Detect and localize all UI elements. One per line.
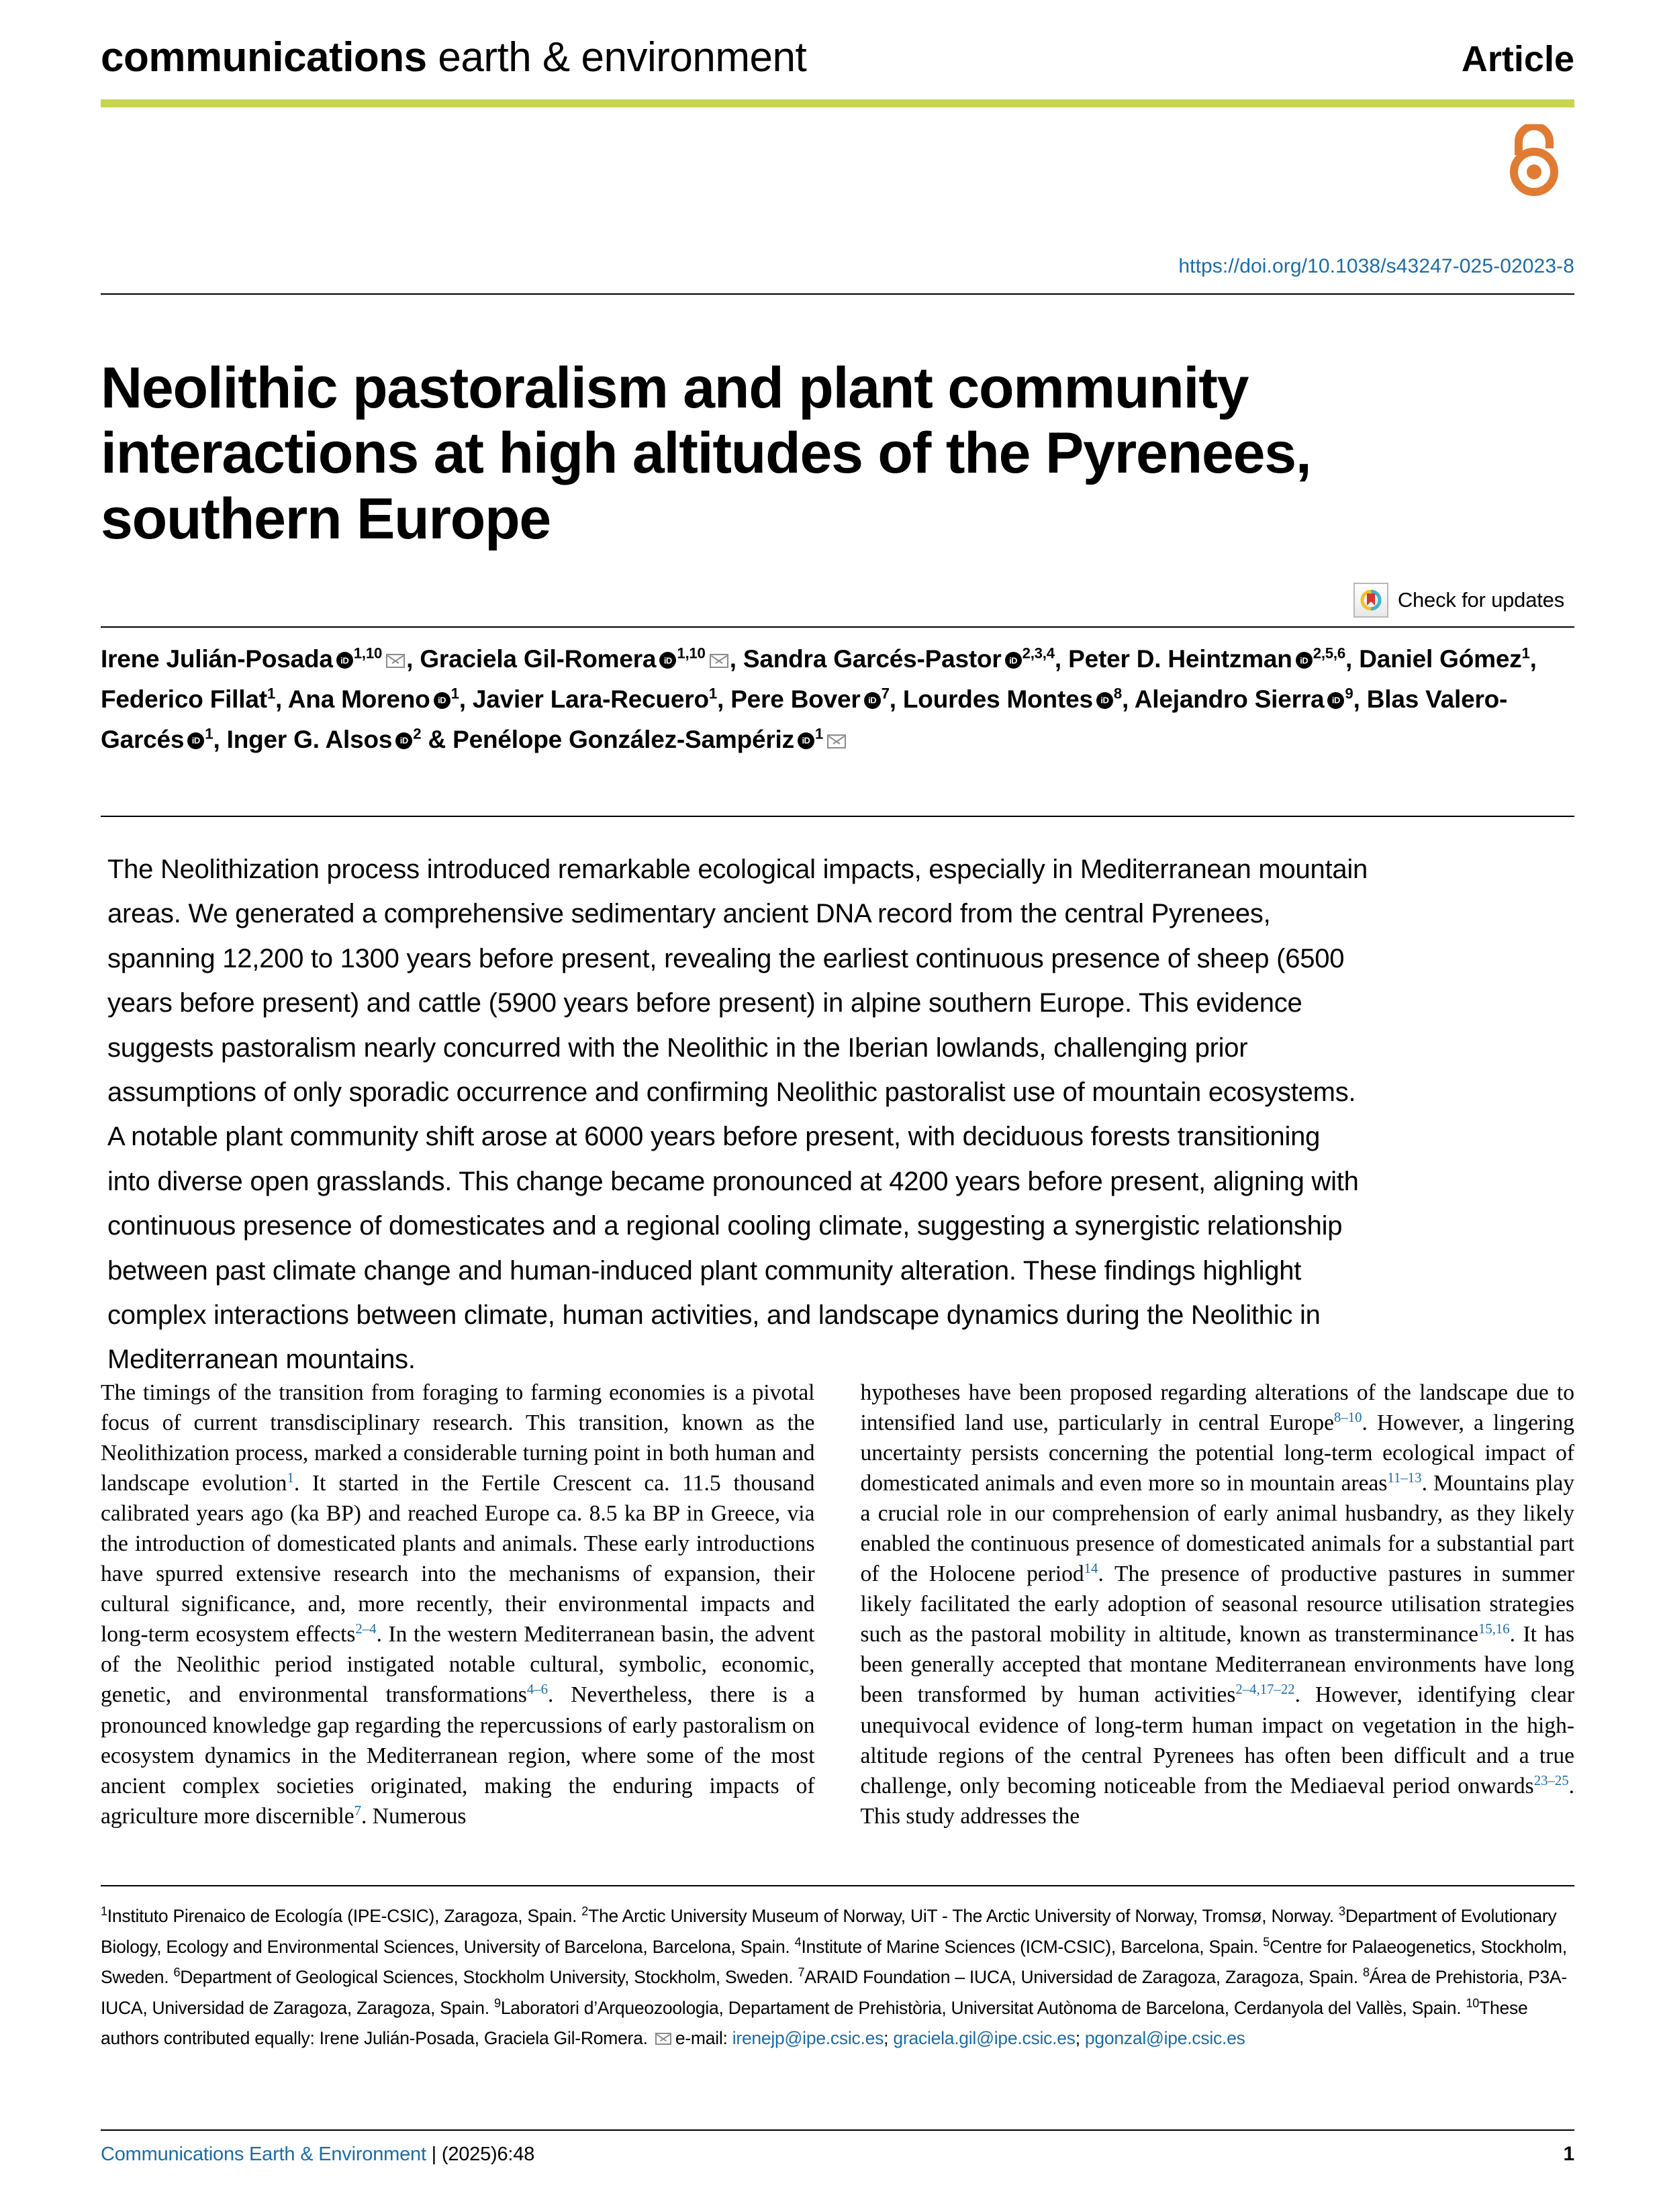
orcid-id-icon[interactable] [187, 732, 204, 749]
citation-reference[interactable]: 11–13 [1387, 1470, 1422, 1486]
doi-link[interactable]: https://doi.org/10.1038/s43247-025-02023-8 [1178, 255, 1574, 277]
authors-top-rule [101, 626, 1574, 628]
open-access-padlock-icon [1509, 124, 1559, 197]
email-link[interactable]: pgonzal@ipe.csic.es [1084, 2028, 1245, 2049]
body-text: . However, a lingering uncertainty persists concerning the potential long-term ecological impact of domesticated animals and even more so in mountain areas [860, 1410, 1574, 1496]
author-name: Blas Valero-Garcés [101, 685, 1508, 753]
author-affiliation-marker: 2 [413, 725, 422, 742]
author-affiliation-marker: 1 [708, 685, 718, 702]
orcid-id-icon[interactable] [395, 732, 412, 749]
affiliation-text: Institute of Marine Sciences (ICM-CSIC), Barcelona, Spain. [801, 1936, 1264, 1957]
author-affiliation-marker: 1 [205, 725, 213, 742]
author-affiliation-marker: 1 [450, 685, 459, 702]
email-label: e-mail: [675, 2028, 732, 2049]
body-text: . The presence of productive pastures in summer likely facilitated the early adoption of seasonal resource utilisation strategies such as the pastoral mobility in altitude, known as transterminance [860, 1561, 1574, 1647]
footer-top-rule [101, 2129, 1574, 2131]
affiliation-number: 7 [798, 1966, 805, 1980]
author-name: Sandra Garcés-Pastor [743, 645, 1002, 673]
affiliation-number: 6 [173, 1966, 181, 1980]
citation-reference[interactable]: 2–4 [355, 1621, 377, 1637]
author-name: Lourdes Montes [902, 685, 1093, 713]
body-text: . It has been generally accepted that montane Mediterranean environments have long been transformed by human activities [860, 1622, 1574, 1708]
article-type-label: Article [1461, 39, 1574, 79]
email-link[interactable]: irenejp@ipe.csic.es [732, 2028, 884, 2049]
journal-logo-bold: communications [101, 34, 427, 81]
page-title: Neolithic pastoralism and plant community interactions at high altitudes of the Pyrenees, southern Europe [101, 355, 1311, 551]
author-name: Javier Lara-Recuero [472, 685, 709, 713]
author-affiliation-marker: 1 [814, 725, 824, 742]
body-text: . This study addresses the [860, 1773, 1574, 1829]
author-affiliation-marker: 1 [267, 685, 275, 702]
orcid-id-icon[interactable] [434, 692, 450, 709]
author-affiliation-marker: 1 [1521, 644, 1530, 662]
title-top-rule [101, 293, 1574, 295]
author-name: Daniel Gómez [1359, 645, 1522, 673]
footer-volume: | (2025)6:48 [431, 2144, 535, 2165]
page-footer [101, 2143, 1574, 2166]
citation-reference[interactable]: 4–6 [526, 1682, 549, 1698]
orcid-id-icon[interactable] [798, 732, 814, 749]
citation-reference[interactable]: 23–25 [1533, 1772, 1569, 1788]
author-affiliation-marker: 2,5,6 [1313, 644, 1346, 662]
orcid-id-icon[interactable] [336, 652, 353, 669]
affiliation-text: Department of Evolutionary Biology, Ecology and Environmental Sciences, University of Barcelona, Barcelona, Spain. [101, 1906, 1557, 1957]
affiliation-number: 10 [1466, 1996, 1480, 2010]
citation-reference[interactable]: 15,16 [1478, 1621, 1510, 1637]
envelope-icon [655, 2033, 671, 2045]
orcid-id-icon[interactable] [864, 692, 881, 709]
affiliation-number: 1 [101, 1905, 107, 1919]
author-affiliation-marker: 2,3,4 [1022, 644, 1055, 662]
abstract-top-rule [101, 816, 1574, 817]
affiliation-text: Centre for Palaeogenetics, Stockholm, Sweden. [101, 1936, 1567, 1988]
author-affiliation-marker: 9 [1345, 685, 1353, 702]
citation-reference[interactable]: 14 [1084, 1561, 1098, 1577]
author-name: Pere Bover [730, 685, 861, 713]
body-text: . Mountains play a crucial role in our comprehension of early animal husbandry, as they likely enabled the continuous presence of domesticated animals for a substantial part of the Holocene period [860, 1471, 1575, 1587]
body-text: . Nevertheless, there is a pronounced knowledge gap regarding the repercussions of early pastoralism on ecosystem dynamics in the Mediterranean region, where some of the most ancient complex societies originated, making the enduring impacts of agriculture more discernible [101, 1682, 815, 1829]
page-number: 1 [1563, 2143, 1574, 2165]
footer-citation [101, 2144, 534, 2166]
affiliation-text: The Arctic University Museum of Norway, UiT - The Arctic University of Norway, Tromsø, Norway. [588, 1906, 1339, 1926]
citation-reference[interactable]: 2–4,17–22 [1235, 1682, 1295, 1698]
body-text: The timings of the transition from foraging to farming economies is a pivotal focus of current transdisciplinary research. This transition, known as the Neolithization process, marked a considerable turning point in both human and landscape evolution [101, 1380, 815, 1496]
body-column-left [101, 1378, 815, 1847]
citation-reference[interactable]: 8–10 [1333, 1409, 1362, 1425]
journal-logo-regular: earth & environment [426, 34, 807, 81]
body-text: . Numerous [361, 1803, 467, 1829]
body-text: . However, identifying clear unequivocal evidence of long-term human impact on vegetation in the high-altitude regions of the central Pyrenees has often been difficult and a true challenge, only becoming noticeable from the Mediaeval period onwards [860, 1682, 1575, 1798]
author-name: Penélope González-Sampériz [453, 725, 794, 753]
body-text: . It started in the Fertile Crescent ca. 11.5 thousand calibrated years ago (ka BP) and reached Europe ca. 8.5 ka BP in Greece, via the introduction of domesticated plants and animals. These early introductions have spurred extensive research into the mechanisms of expansion, their cultural significance, and, more recently, their environmental impacts and long-term ecosystem effects [101, 1471, 815, 1647]
envelope-icon[interactable] [386, 654, 405, 668]
author-name: Federico Fillat [101, 685, 267, 713]
envelope-icon[interactable] [827, 734, 846, 749]
affiliation-number: 4 [794, 1935, 802, 1949]
affiliation-text: ARAID Foundation – IUCA, Universidad de Zaragoza, Zaragoza, Spain. [804, 1967, 1363, 1988]
author-name: Ana Moreno [287, 685, 430, 713]
journal-logo [101, 34, 807, 81]
body-text: hypotheses have been proposed regarding alterations of the landscape due to intensified land use, particularly in central Europe [860, 1380, 1574, 1436]
citation-reference[interactable]: 1 [287, 1470, 294, 1486]
author-name: Peter D. Heintzman [1068, 645, 1292, 673]
footer-journal-name[interactable]: Communications Earth & Environment [101, 2144, 426, 2165]
orcid-id-icon[interactable] [1327, 692, 1344, 709]
crossmark-icon [1353, 583, 1388, 618]
author-list: Irene Julián-Posada iD $^{1,10}$ , Graciela Gil-Romera iD $^{1,10}$ , Sandra Garcés-Pastor iD $^{2,3,4}$, Peter D. Heintzman iD $^{2,5,6}$, Daniel Gómez$^1$, Federico Fillat$^1$, Ana Moreno iD $^1$, Javier Lara-Recuero$^1$, Pere Bover iD $^7$, Lourdes Montes iD $^8$, Alejandro Sierra iD $^9$, Blas Valero-Garcés iD $^1$, Inger G. Alsos iD $^2$ & Penélope González-Sampériz iD $^1$ [101, 639, 1551, 760]
body-columns [101, 1378, 1574, 1847]
affiliations-block: $^1$Instituto Pirenaico de Ecología (IPE-CSIC), Zaragoza, Spain. $^2$The Arctic University Museum of Norway, UiT - The Arctic University of Norway, Tromsø, Norway. $^3$Department of Evolutionary Biology, Ecology and Environmental Sciences, University of Barcelona, Barcelona, Spain. $^4$Institute of Marine Sciences (ICM-CSIC), Barcelona, Spain. $^5$Centre for Palaeogenetics, Stockholm, Sweden. $^6$Department of Geological Sciences, Stockholm University, Stockholm, Sweden. $^7$ARAID Foundation – IUCA, Universidad de Zaragoza, Zaragoza, Spain. $^8$Área de Prehistoria, P3A- IUCA, Universidad de Zaragoza, Zaragoza, Spain. $^9$Laboratori d’Arqueozoologia, Departament de Prehistòria, Universitat Autònoma de Barcelona, Cerdanyola del Vallès, Spain. $^{10}$These authors contributed equally: Irene Julián-Posada, Graciela Gil-Romera. e-mail: irenejp@ipe.csic.es; graciela.gil@ipe.csic.es; pgonzal@ipe.csic.es [101, 1905, 1567, 2049]
crossmark-badge[interactable] [1353, 583, 1564, 618]
affiliation-text: These authors contributed equally: Irene Julián-Posada, Graciela Gil-Romera. [101, 1997, 1528, 2049]
affiliation-number: 5 [1263, 1935, 1270, 1949]
orcid-id-icon[interactable] [1005, 652, 1022, 669]
citation-reference[interactable]: 7 [354, 1802, 362, 1819]
affiliation-number: 9 [494, 1996, 501, 2010]
author-affiliation-marker: 1,10 [353, 644, 383, 662]
affiliation-text: Instituto Pirenaico de Ecología (IPE-CSIC), Zaragoza, Spain. [107, 1906, 582, 1926]
affiliation-number: 2 [581, 1905, 589, 1919]
author-name: Inger G. Alsos [226, 725, 393, 753]
author-affiliation-marker: 1,10 [677, 644, 706, 662]
author-name: Alejandro Sierra [1134, 685, 1325, 713]
body-column-right [861, 1378, 1575, 1847]
affiliation-text: Laboratori d’Arqueozoologia, Departament de Prehistòria, Universitat Autònoma de Barcelona, Cerdanyola del Vallès, Spain. [500, 1997, 1466, 2018]
affiliation-number: 3 [1339, 1905, 1345, 1919]
affiliation-number: 8 [1362, 1966, 1370, 1980]
affiliation-text: Área de Prehistoria, P3A- IUCA, Universidad de Zaragoza, Zaragoza, Spain. [101, 1967, 1567, 2018]
orcid-id-icon[interactable] [1096, 692, 1113, 709]
affiliation-text: Department of Geological Sciences, Stockholm University, Stockholm, Sweden. [180, 1967, 798, 1988]
body-text: . In the western Mediterranean basin, the advent of the Neolithic period instigated notable cultural, symbolic, economic, genetic, and environmental transformations [101, 1622, 815, 1708]
footnote-top-rule [101, 1885, 1574, 1886]
abstract-text: The Neolithization process introduced remarkable ecological impacts, especially in Mediterranean mountain areas. We generated a comprehensive sedimentary ancient DNA record from the central Pyrenees, spanning 12,200 to 1300 years before present, revealing the earliest continuous presence of sheep (6500 years before present) and cattle (5900 years before present) in alpine southern Europe. This evidence suggests pastoralism nearly concurred with the Neolithic in the Iberian lowlands, challenging prior assumptions of only sporadic occurrence and confirming Neolithic pastoralist use of mountain ecosystems. A notable plant community shift arose at 6000 years before present, with deciduous forests transitioning into diverse open grasslands. This change became pronounced at 4200 years before present, aligning with continuous presence of domesticates and a regional cooling climate, suggesting a synergistic relationship between past climate change and human-induced plant community alteration. These findings highlight complex interactions between climate, human activities, and landscape dynamics during the Neolithic in Mediterranean mountains. [107, 855, 1368, 1375]
masthead-rule [101, 99, 1574, 107]
author-affiliation-marker: 8 [1113, 685, 1122, 702]
orcid-id-icon[interactable] [1296, 652, 1313, 669]
envelope-icon[interactable] [710, 654, 728, 668]
author-affiliation-marker: 7 [881, 685, 890, 702]
crossmark-label: Check for updates [1397, 588, 1564, 612]
author-name: Graciela Gil-Romera [420, 645, 657, 673]
author-name: Irene Julián-Posada [101, 645, 333, 673]
email-link[interactable]: graciela.gil@ipe.csic.es [893, 2028, 1076, 2049]
orcid-id-icon[interactable] [659, 652, 676, 669]
journal-masthead [101, 34, 1574, 81]
